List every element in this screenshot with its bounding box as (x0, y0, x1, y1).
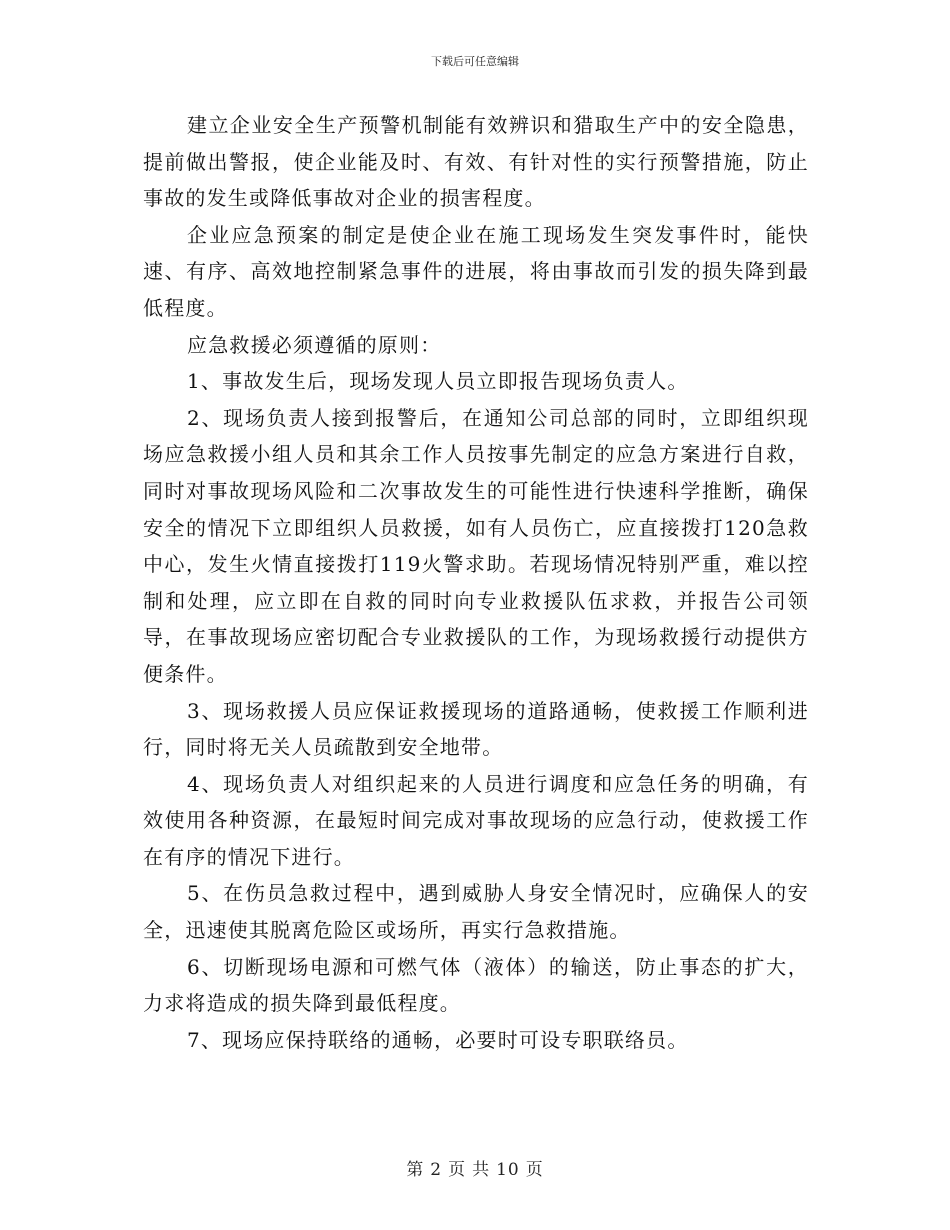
list-item: 2、现场负责人接到报警后，在通知公司总部的同时，立即组织现场应急救援小组人员和其余工作人员按事先制定的应急方案进行自救，同时对事故现场风险和二次事故发生的可能性进行快速科学推断，确保安全的情况下立即组织人员救援，如有人员伤亡，应直接拨打120急救中心，发生火情直接拨打119火警求助。若现场情况特别严重，难以控制和处理，应立即在自救的同时向专业救援队伍求救，并报告公司领导，在事故现场应密切配合专业救援队的工作，为现场救援行动提供方便条件。 (143, 405, 809, 686)
footer-word-ye-end: 页 (525, 1160, 544, 1180)
paragraph: 企业应急预案的制定是使企业在施工现场发生突发事件时，能快速、有序、高效地控制紧急事件的进展，将由事故而引发的损失降到最低程度。 (143, 222, 809, 320)
footer-word-gong: 共 (472, 1160, 491, 1180)
list-item: 5、在伤员急救过程中，遇到威胁人身安全情况时，应确保人的安全，迅速使其脱离危险区或场所，再实行急救措施。 (143, 881, 809, 943)
list-item: 7、现场应保持联络的通畅，必要时可设专职联络员。 (187, 1027, 689, 1052)
page-footer (0, 1155, 950, 1180)
list-item: 6、切断现场电源和可燃气体（液体）的输送，防止事态的扩大，力求将造成的损失降到最低程度。 (143, 954, 809, 1016)
document-body (143, 107, 809, 1058)
current-page-number: 2 (430, 1160, 443, 1180)
list-item: 1、事故发生后，现场发现人员立即报告现场负责人。 (187, 369, 689, 394)
paragraph: 应急救援必须遵循的原则： (187, 332, 442, 357)
footer-word-ye: 页 (448, 1160, 467, 1180)
list-item: 4、现场负责人对组织起来的人员进行调度和应急任务的明确，有效使用各种资源，在最短时间完成对事故现场的应急行动，使救援工作在有序的情况下进行。 (143, 771, 809, 869)
paragraph: 建立企业安全生产预警机制能有效辨识和猎取生产中的安全隐患，提前做出警报，使企业能及时、有效、有针对性的实行预警措施，防止事故的发生或降低事故对企业的损害程度。 (143, 113, 809, 211)
list-item: 3、现场救援人员应保证救援现场的道路通畅，使救援工作顺利进行，同时将无关人员疏散到安全地带。 (143, 698, 809, 760)
page-header-note: 下载后可任意编辑 (431, 55, 519, 68)
footer-word-di: 第 (406, 1160, 425, 1180)
total-page-count: 10 (496, 1160, 520, 1180)
